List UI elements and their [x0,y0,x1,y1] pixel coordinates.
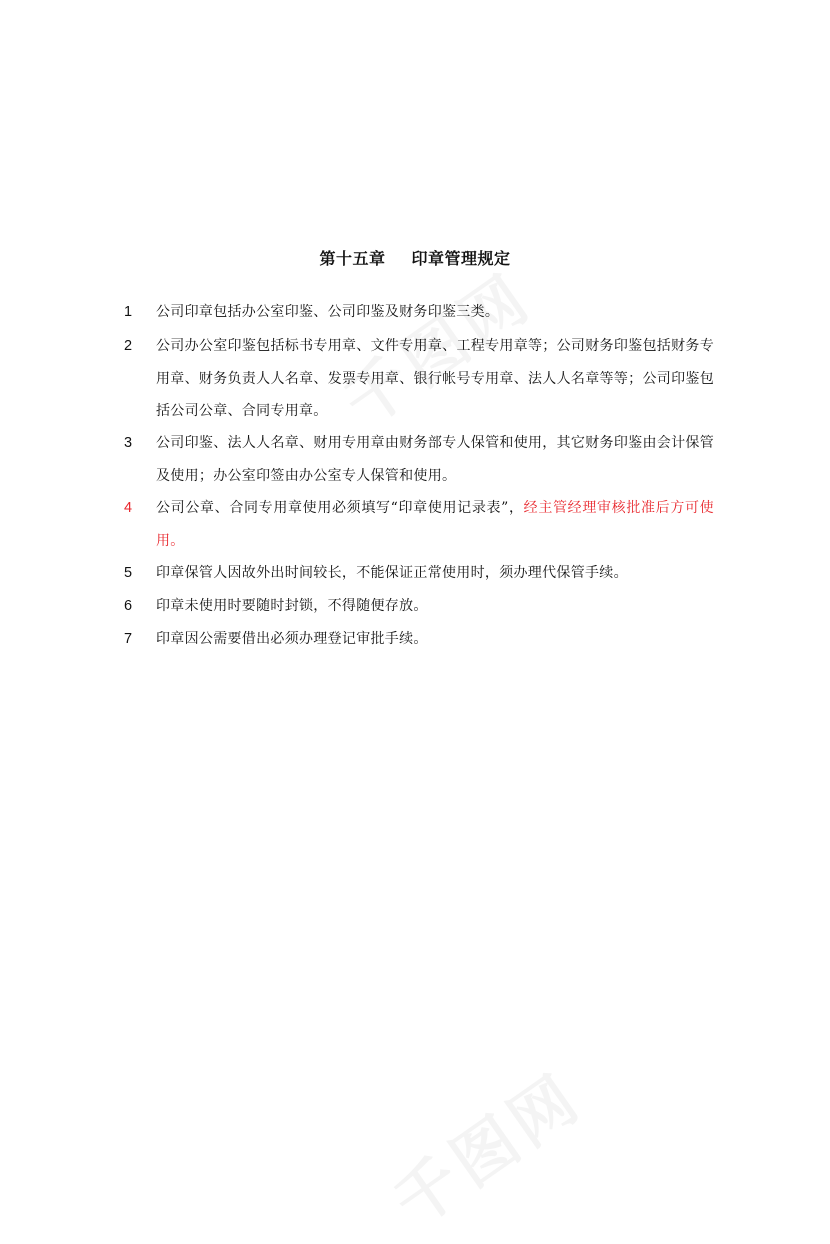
page-title [0,246,830,269]
title-text: 印章管理规定 [411,249,511,268]
list-item [124,492,714,557]
list-item [124,590,714,623]
chapter-label: 第十五章 [319,249,386,268]
item-text-highlight: 经主管经理审核批准后方可使用。 [156,500,714,549]
watermark [373,1048,598,1244]
item-text: 公司印章包括办公室印鉴、公司印鉴及财务印鉴三类。 [156,304,500,320]
list-item [124,427,714,492]
item-number: 4 [124,500,133,516]
item-number: 1 [124,304,133,320]
item-number: 2 [124,338,133,354]
item-text: 印章未使用时要随时封锁，不得随便存放。 [156,598,428,614]
item-text: 印章保管人因故外出时间较长，不能保证正常使用时，须办理代保管手续。 [156,565,628,581]
item-number: 3 [124,435,133,451]
list-item [124,557,714,590]
item-text: 公司印鉴、法人人名章、财用专用章由财务部专人保管和使用，其它财务印鉴由会计保管及使用；办公室印签由办公室专人保管和使用。 [156,435,714,484]
item-text: 公司办公室印鉴包括标书专用章、文件专用章、工程专用章等；公司财务印鉴包括财务专用章、财务负责人人名章、发票专用章、银行帐号专用章、法人人名章等等；公司印鉴包括公司公章、合同专用章。 [156,338,714,419]
list-item [124,623,714,656]
item-number: 6 [124,598,133,614]
item-text-normal: 公司公章、合同专用章使用必须填写“印章使用记录表”， [156,500,524,516]
item-number: 7 [124,631,133,647]
list-item [124,330,714,428]
item-text [156,492,714,557]
item-text: 印章因公需要借出必须办理登记审批手续。 [156,631,428,647]
list-item [124,296,714,329]
item-number: 5 [124,565,133,581]
